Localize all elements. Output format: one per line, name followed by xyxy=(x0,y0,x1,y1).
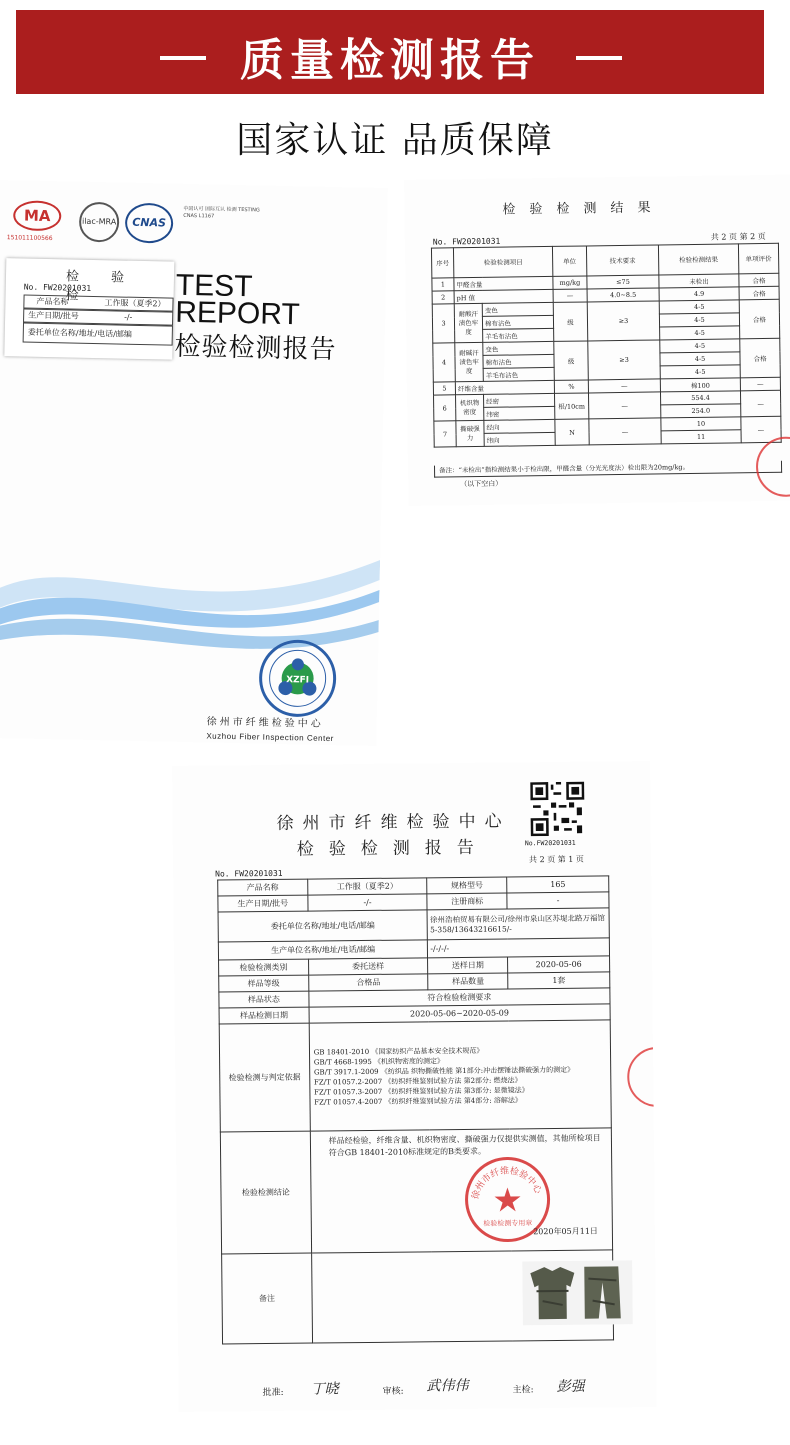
table-row xyxy=(220,1128,612,1254)
cell-label: 检验检测结论 xyxy=(220,1131,311,1254)
cell-result: 未检出 xyxy=(659,274,739,288)
cell-subitem: 经密 xyxy=(484,393,555,407)
report-cover-photo xyxy=(0,180,388,746)
report-doc-title: 检验检测报告 xyxy=(296,837,489,860)
cell-item: 机织物密度 xyxy=(456,394,484,420)
inner-row xyxy=(23,323,173,346)
cell-subitem: 经向 xyxy=(484,419,555,433)
report-page-number: 共 2 页 第 1 页 xyxy=(528,854,584,865)
seal-text: 徐州市纤维检验中心 xyxy=(470,1166,543,1201)
cell-result: 棉100 xyxy=(660,378,740,392)
test-report-title xyxy=(174,268,301,332)
cell-value: 委托送样 xyxy=(308,958,428,975)
cell-result: 4-5 xyxy=(660,326,740,340)
cell-req: — xyxy=(588,392,660,419)
cell-req: — xyxy=(589,418,661,445)
cell-label: 生产日期/批号 xyxy=(218,895,308,912)
cell-req: — xyxy=(588,379,660,393)
cell-label: 检验检测与判定依据 xyxy=(219,1023,310,1132)
cell-value: 工作服（夏季2） xyxy=(307,878,427,895)
cell-label: 样品检测日期 xyxy=(219,1007,309,1024)
check-signature: 彭强 xyxy=(556,1378,585,1396)
banner-right-dash xyxy=(576,56,622,60)
results-note: 备注：“未检出”指检测结果小于检出限，甲醛含量（分光光度法）检出限为20mg/kg。 xyxy=(434,461,782,478)
cell-no: 4 xyxy=(433,343,456,382)
cell-result: 4-5 xyxy=(660,339,740,353)
results-title: 检验检测结果 xyxy=(502,200,665,218)
header-cell: 技术要求 xyxy=(586,245,658,276)
results-table xyxy=(431,243,782,448)
cell-req: ≥3 xyxy=(588,340,661,380)
cell-subitem: 纬向 xyxy=(484,432,555,446)
header-cell: 检验检测结果 xyxy=(658,244,738,275)
cell-req: ≥3 xyxy=(587,301,660,341)
conclusion-date: 2020年05月11日 xyxy=(533,1226,598,1237)
cell-label: 委托单位名称/地址/电话/邮编 xyxy=(218,910,428,942)
report-info-table xyxy=(217,875,614,1344)
center-name-en: Xuzhou Fiber Inspection Center xyxy=(206,731,334,744)
cell-no: 3 xyxy=(432,304,455,343)
cell-label: 样品状态 xyxy=(219,991,309,1008)
cell-label: 样品等级 xyxy=(219,975,309,992)
test-word: TEST xyxy=(175,268,253,304)
banner-subtitle: 国家认证 品质保障 xyxy=(236,120,554,161)
standard-line: FZ/T 01057.4-2007 《纺织纤维鉴别试验方法 第4部分: 溶解法》 xyxy=(314,1095,522,1107)
approve-signature: 丁晓 xyxy=(310,1381,339,1398)
cell-label: 送样日期 xyxy=(428,957,508,974)
check-label: 主检: xyxy=(512,1385,534,1396)
qr-code xyxy=(530,782,585,837)
cell-eval: — xyxy=(741,416,781,443)
cnas-logo: CNAS xyxy=(125,203,174,244)
inner-report-no: No. FW20201031 xyxy=(23,282,92,293)
cell-subitem: 变色 xyxy=(483,341,554,355)
table-row xyxy=(218,908,609,942)
cell-label: 检验检测类别 xyxy=(219,959,309,976)
report-org-name: 徐州市纤维检验中心 xyxy=(276,811,511,834)
cell-result: 4-5 xyxy=(660,365,740,379)
cell-no: 6 xyxy=(434,395,456,421)
seal-sub-text: 检验检测专用章 xyxy=(482,1219,533,1228)
cell-item: 纤维含量 xyxy=(455,380,554,394)
standard-line: FZ/T 01057.2-2007 《纺织纤维鉴别试验方法 第2部分: 燃烧法》 xyxy=(313,1075,522,1087)
results-page-photo xyxy=(404,175,790,506)
row-value: -/- xyxy=(124,312,133,322)
cell-unit: 根/10cm xyxy=(554,393,588,419)
remark-cell xyxy=(311,1250,613,1343)
signature-row xyxy=(222,1377,614,1399)
review-signature: 武伟伟 xyxy=(426,1377,469,1395)
xzfi-seal xyxy=(257,638,339,720)
cell-result: 554.4 xyxy=(660,391,740,405)
cell-subitem: 羊毛布沾色 xyxy=(483,367,554,381)
results-page-number: 共 2 页 第 2 页 xyxy=(710,231,766,242)
cell-eval: 合格 xyxy=(739,286,779,300)
cell-no: 5 xyxy=(433,382,455,395)
cell-result: 4-5 xyxy=(659,313,739,327)
conclusion-text: 样品经检验，纤维含量、机织物密度、撕破强力仅提供实测值，其他所检项目符合GB 18401-2010标准规定的B类要求。 xyxy=(328,1133,601,1158)
table-header-row xyxy=(431,243,778,278)
cell-result: 4.9 xyxy=(659,287,739,301)
header-cell: 序号 xyxy=(431,248,453,278)
inner-title: 检 验 检 xyxy=(65,269,139,304)
conclusion-cell xyxy=(310,1128,613,1253)
cell-unit: 级 xyxy=(554,341,589,380)
row-label: 委托单位名称/地址/电话/邮编 xyxy=(27,327,132,339)
cell-subitem: 羊毛布沾色 xyxy=(483,328,554,342)
results-report-no: No. FW20201031 xyxy=(432,236,501,247)
cell-value: -/- xyxy=(308,894,428,911)
cell-label: 注册商标 xyxy=(427,893,507,910)
center-name-block xyxy=(206,712,334,743)
cell-value: - xyxy=(507,892,609,909)
cell-eval: 合格 xyxy=(740,338,781,378)
cell-eval: 合格 xyxy=(739,273,779,287)
cell-label: 生产单位名称/地址/电话/邮编 xyxy=(218,940,428,960)
table-row xyxy=(222,1250,614,1344)
review-label: 审核: xyxy=(382,1386,404,1397)
accreditation-logos xyxy=(7,200,268,251)
red-stamp-partial xyxy=(627,1047,657,1108)
cell-subitem: 棉布沾色 xyxy=(482,315,553,329)
cma-logo: MA xyxy=(13,200,62,231)
cell-item: 耐酸汗渍色牢度 xyxy=(454,303,483,342)
cell-result: 11 xyxy=(661,430,741,444)
cell-value: -/-/-/- xyxy=(428,938,610,958)
cell-value: 1套 xyxy=(508,972,610,989)
qr-report-no: No.FW20201031 xyxy=(524,838,576,848)
cell-label: 产品名称 xyxy=(218,879,308,896)
results-blank-marker: （以下空白） xyxy=(460,479,503,489)
cell-label: 规格型号 xyxy=(427,877,507,894)
cell-unit: 级 xyxy=(553,302,588,341)
cell-result: 4-5 xyxy=(660,352,740,366)
header-cell: 单项评价 xyxy=(738,243,778,274)
xzfi-code: XZFI xyxy=(286,675,310,686)
cell-value: 合格品 xyxy=(308,974,428,991)
cell-subitem: 棉布沾色 xyxy=(483,354,554,368)
standard-line: GB 18401-2010 《国家纺织产品基本安全技术规范》 xyxy=(313,1046,484,1057)
cell-value: 2020-05-06~2020-05-09 xyxy=(309,1004,610,1023)
cell-result: 10 xyxy=(661,417,741,431)
cell-value: 2020-05-06 xyxy=(508,956,610,973)
cover-inner-page xyxy=(4,258,174,359)
main-report-photo xyxy=(172,761,657,1412)
cell-no: 2 xyxy=(432,291,454,304)
cell-subitem: 变色 xyxy=(482,302,553,316)
table-row xyxy=(219,1020,611,1132)
standard-line: GB/T 4668-1995 《机织物密度的测定》 xyxy=(313,1056,445,1067)
cell-unit: mg/kg xyxy=(553,276,587,289)
center-name-cn: 徐州市纤维检验中心 xyxy=(206,716,324,730)
header-cell: 检验检测项目 xyxy=(453,246,552,277)
cell-no: 7 xyxy=(434,421,456,447)
header-banner xyxy=(16,10,764,94)
uniform-photo xyxy=(522,1260,633,1325)
cell-value: 165 xyxy=(507,876,609,893)
banner-title: 质量检测报告 xyxy=(240,35,540,86)
cell-item: 耐碱汗渍色牢度 xyxy=(455,342,484,381)
cell-eval: 合格 xyxy=(739,299,780,339)
standard-line: GB/T 3917.1-2009 《纺织品 织物撕破性能 第1部分:冲击摆锤法撕破强力的测定》 xyxy=(313,1065,575,1077)
cell-req: ≤75 xyxy=(587,275,659,289)
accreditation-small-text: 中国认可 国际互认 检测 TESTING CNAS L1167 xyxy=(183,205,260,220)
cell-item: 甲醛含量 xyxy=(454,276,553,290)
cell-label: 样品数量 xyxy=(428,973,508,990)
report-no: No. FW20201031 xyxy=(215,868,283,879)
report-word: REPORT xyxy=(174,295,301,332)
cell-unit: — xyxy=(553,289,587,302)
standard-line: FZ/T 01057.3-2007 《纺织纤维鉴别试验方法 第3部分: 显微镜法》 xyxy=(314,1085,529,1097)
standards-list xyxy=(309,1020,611,1131)
red-stamp-partial xyxy=(756,436,790,497)
approve-label: 批准: xyxy=(262,1387,284,1399)
cell-eval: — xyxy=(740,377,780,391)
cell-value: 徐州浩柏贸易有限公司/徐州市泉山区苏堤北路万福馆5-358/13643216615/- xyxy=(427,908,609,940)
cell-result: 254.0 xyxy=(661,404,741,418)
cell-item: 撕破强力 xyxy=(456,420,484,446)
header-cell: 单位 xyxy=(552,246,586,276)
row-label: 生产日期/批号 xyxy=(28,310,79,321)
cell-subitem: 纬密 xyxy=(484,406,555,420)
cell-no: 1 xyxy=(432,278,454,291)
ilac-mra-logo: ilac-MRA xyxy=(79,202,120,243)
cell-unit: % xyxy=(554,380,588,393)
cell-req: 4.0~8.5 xyxy=(587,288,659,302)
cell-item: pH 值 xyxy=(454,289,553,303)
cell-label: 备注 xyxy=(222,1253,313,1344)
cell-result: 4-5 xyxy=(659,300,739,314)
cell-value: 符合检验检测要求 xyxy=(309,988,610,1007)
cover-cn-title: 检验检测报告 xyxy=(174,331,337,366)
cell-eval: — xyxy=(740,390,780,417)
cell-unit: N xyxy=(555,419,589,445)
row-label: 产品名称 xyxy=(36,296,69,307)
cma-number: 151011100566 xyxy=(6,234,53,243)
row-value: 工作服（夏季2） xyxy=(104,298,166,309)
